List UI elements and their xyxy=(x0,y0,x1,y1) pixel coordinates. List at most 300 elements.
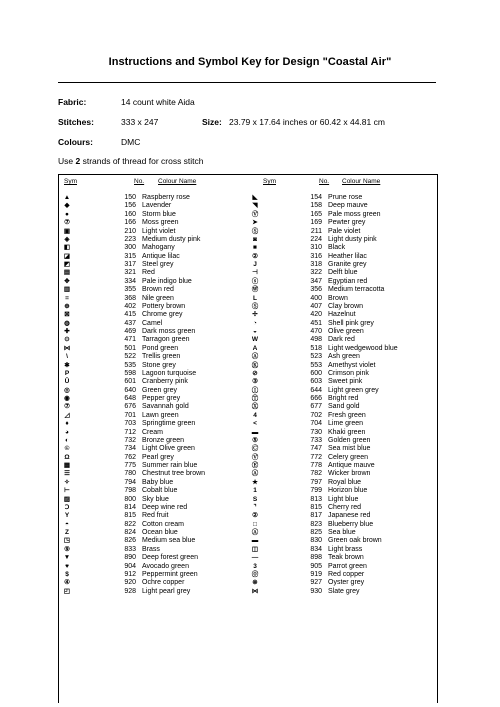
key-row xyxy=(58,345,247,353)
symbol-glyph-icon: ② xyxy=(252,512,258,520)
colour-name: Brown red xyxy=(142,286,174,294)
colour-name: Horizon blue xyxy=(328,487,368,495)
symbol-glyph-icon: ✧ xyxy=(64,478,70,486)
dmc-number: 666 xyxy=(310,395,322,402)
colour-name: Pale violet xyxy=(328,227,361,235)
dmc-number: 210 xyxy=(124,227,136,235)
key-row xyxy=(247,470,436,478)
colour-name: Red copper xyxy=(328,570,365,578)
colour-name: Storm blue xyxy=(142,210,176,218)
key-row xyxy=(247,345,436,353)
colour-name: Green oak brown xyxy=(328,537,382,545)
key-row xyxy=(58,529,247,537)
key-row xyxy=(58,278,247,286)
colour-name: Light brass xyxy=(328,545,363,553)
dmc-number: 823 xyxy=(310,520,322,528)
symbol-glyph-icon: ▥ xyxy=(63,286,71,294)
key-row xyxy=(247,579,436,587)
colour-name: Shell pink grey xyxy=(328,319,374,327)
dmc-number: 780 xyxy=(124,470,136,478)
key-row xyxy=(58,253,247,261)
colour-name: Sky blue xyxy=(142,495,169,503)
dmc-number: 321 xyxy=(124,269,136,277)
dmc-number: 522 xyxy=(124,353,136,361)
symbol-glyph-icon: ◿ xyxy=(64,411,70,419)
colour-name: Tarragon green xyxy=(142,336,190,344)
symbol-glyph-icon: Y xyxy=(64,512,70,520)
key-row xyxy=(58,336,247,344)
key-row xyxy=(58,328,247,336)
key-row xyxy=(247,211,436,219)
colour-name: Dark red xyxy=(328,336,355,344)
key-row xyxy=(58,479,247,487)
colour-name: Blueberry blue xyxy=(328,520,374,528)
symbol-glyph-icon: 1 xyxy=(253,487,257,495)
dmc-number: 822 xyxy=(124,520,136,528)
colour-name: Japanese red xyxy=(328,512,371,520)
symbol-glyph-icon: ④ xyxy=(64,579,70,587)
colour-name: Medium terracotta xyxy=(328,286,385,294)
key-row xyxy=(58,512,247,520)
symbol-glyph-icon: J xyxy=(253,261,257,268)
symbol-glyph-icon: Ⓐ xyxy=(251,529,259,536)
key-row xyxy=(247,454,436,462)
dmc-number: 224 xyxy=(310,235,322,243)
key-row xyxy=(247,504,436,512)
header-sym-left: Sym xyxy=(64,178,77,185)
key-row xyxy=(58,320,247,328)
size-value: 23.79 x 17.64 inches or 60.42 x 44.81 cm xyxy=(229,117,385,127)
dmc-number: 772 xyxy=(310,453,322,461)
key-row xyxy=(58,202,247,210)
dmc-number: 470 xyxy=(310,328,322,335)
symbol-glyph-icon: Ⓘ xyxy=(251,386,259,394)
key-row xyxy=(247,588,436,596)
colour-name: Chrome grey xyxy=(142,311,183,319)
colour-name: Pearl grey xyxy=(142,453,174,461)
dmc-number: 518 xyxy=(310,344,322,352)
symbol-glyph-icon: ☰ xyxy=(64,470,70,478)
symbol-glyph-icon: ◕ xyxy=(65,428,69,436)
symbol-glyph-icon: ⊣ xyxy=(252,269,258,277)
symbol-glyph-icon: W xyxy=(251,336,259,344)
colour-name: Hazelnut xyxy=(328,311,356,319)
symbol-glyph-icon: ⑦ xyxy=(64,219,70,227)
note-strands: 2 xyxy=(75,156,81,166)
dmc-number: 420 xyxy=(310,311,322,319)
key-row xyxy=(58,487,247,495)
dmc-number: 648 xyxy=(124,395,136,402)
colour-name: Bright red xyxy=(328,395,359,402)
key-row xyxy=(247,244,436,252)
symbol-glyph-icon: ✱ xyxy=(64,361,70,369)
symbol-glyph-icon: ▨ xyxy=(63,495,71,503)
dmc-number: 762 xyxy=(124,453,136,461)
dmc-number: 160 xyxy=(124,210,136,218)
colour-name: Parrot green xyxy=(328,562,367,570)
strands-note xyxy=(58,156,204,166)
key-row xyxy=(247,269,436,277)
key-row xyxy=(58,286,247,294)
key-row xyxy=(247,571,436,579)
key-row xyxy=(58,395,247,403)
colour-name: Olive green xyxy=(328,328,364,335)
colour-name: Clay brown xyxy=(328,302,364,310)
colours-label: Colours: xyxy=(58,137,93,147)
colour-name: Pale moss green xyxy=(328,210,381,218)
key-row xyxy=(247,370,436,378)
colour-name: Trellis green xyxy=(142,353,181,361)
symbol-glyph-icon: ▣ xyxy=(63,227,71,235)
dmc-number: 368 xyxy=(124,294,136,302)
key-row xyxy=(247,395,436,403)
key-row xyxy=(247,420,436,428)
key-row xyxy=(247,496,436,504)
colour-name: Egyptian red xyxy=(328,277,368,285)
key-row xyxy=(247,429,436,437)
symbol-glyph-icon: ⓪ xyxy=(251,570,259,578)
symbol-glyph-icon: ③ xyxy=(252,378,258,386)
colour-name: Peppermint green xyxy=(142,570,198,578)
dmc-number: 919 xyxy=(310,570,322,578)
header-name-right: Colour Name xyxy=(342,178,381,185)
symbol-glyph-icon: ✥ xyxy=(64,277,70,285)
colours-value: DMC xyxy=(121,137,141,147)
dmc-number: 402 xyxy=(124,302,136,310)
colour-name: Sand gold xyxy=(328,403,360,411)
colour-name: Deep mauve xyxy=(328,202,368,210)
symbol-glyph-icon: Ⓥ xyxy=(251,453,259,461)
dmc-number: 834 xyxy=(310,545,322,553)
symbol-glyph-icon: ⑤ xyxy=(252,436,258,444)
symbol-glyph-icon: Ⓒ xyxy=(251,445,259,453)
symbol-glyph-icon: ♥ xyxy=(65,562,69,570)
symbol-glyph-icon: ⌝ xyxy=(253,503,257,511)
key-row xyxy=(247,295,436,303)
symbol-glyph-icon: ■ xyxy=(253,244,257,252)
colour-name: Light violet xyxy=(142,227,176,235)
colour-name: Lagoon turquoise xyxy=(142,369,197,377)
colour-name: Brown xyxy=(328,294,348,302)
symbol-glyph-icon: ◍ xyxy=(64,319,70,327)
dmc-number: 322 xyxy=(310,269,322,277)
key-row xyxy=(247,521,436,529)
symbol-glyph-icon: ▤ xyxy=(63,269,71,277)
dmc-number: 813 xyxy=(310,495,322,503)
symbol-glyph-icon: Ⓐ xyxy=(251,353,259,361)
symbol-glyph-icon: ▬ xyxy=(251,428,259,436)
key-row xyxy=(58,228,247,236)
dmc-number: 603 xyxy=(310,378,322,386)
dmc-number: 704 xyxy=(310,420,322,428)
title-divider xyxy=(58,82,436,83)
symbol-glyph-icon: ⑨ xyxy=(64,545,70,553)
symbol-glyph-icon: Ⓧ xyxy=(251,403,259,411)
key-row xyxy=(58,454,247,462)
key-row xyxy=(58,261,247,269)
symbol-glyph-icon: ◫ xyxy=(251,545,259,553)
symbol-glyph-icon: ⑦ xyxy=(64,403,70,411)
key-row xyxy=(247,236,436,244)
colour-name: Cobalt blue xyxy=(142,487,178,495)
page-title: Instructions and Symbol Key for Design "Coastal Air" xyxy=(108,56,392,68)
key-row xyxy=(247,286,436,294)
dmc-number: 815 xyxy=(310,503,322,511)
key-row xyxy=(247,303,436,311)
dmc-number: 300 xyxy=(124,244,136,252)
symbol-glyph-icon: ⋈ xyxy=(63,344,71,352)
symbol-glyph-icon: ◐ xyxy=(65,436,69,444)
symbol-glyph-icon: ▬ xyxy=(251,537,259,545)
colour-name: Ochre copper xyxy=(142,579,185,587)
dmc-number: 928 xyxy=(124,587,136,595)
symbol-glyph-icon: $ xyxy=(65,570,69,578)
colour-name: Bronze green xyxy=(142,436,185,444)
symbol-glyph-icon: Ⓣ xyxy=(251,395,259,402)
key-row xyxy=(247,311,436,319)
symbol-glyph-icon: ⊙ xyxy=(64,336,70,344)
colour-name: Sweet pink xyxy=(328,378,363,386)
colour-name: Antique lilac xyxy=(142,252,180,260)
colour-name: Dark moss green xyxy=(142,328,196,335)
symbol-glyph-icon: ⊗ xyxy=(252,579,258,587)
key-row xyxy=(58,387,247,395)
dmc-number: 747 xyxy=(310,445,322,453)
symbol-glyph-icon: ◔ xyxy=(253,319,257,327)
symbol-glyph-icon: ◳ xyxy=(63,537,71,545)
colour-name: Baby blue xyxy=(142,478,174,486)
colour-name: Ocean blue xyxy=(142,529,178,536)
symbol-glyph-icon: = xyxy=(65,294,69,302)
symbol-glyph-icon: ⋈ xyxy=(251,587,259,595)
symbol-glyph-icon: Ⓢ xyxy=(251,227,259,235)
dmc-number: 814 xyxy=(124,503,136,511)
symbol-glyph-icon: Ↄ xyxy=(64,503,70,511)
dmc-number: 469 xyxy=(124,328,136,335)
dmc-number: 702 xyxy=(310,411,322,419)
note-post: strands of thread for cross stitch xyxy=(80,156,204,166)
symbol-glyph-icon: ◙ xyxy=(253,235,257,243)
symbol-glyph-icon: ◈ xyxy=(64,235,70,243)
key-row xyxy=(58,353,247,361)
symbol-glyph-icon: Ⓦ xyxy=(251,286,259,294)
header-name-left: Colour Name xyxy=(158,178,197,185)
key-row xyxy=(58,370,247,378)
dmc-number: 730 xyxy=(310,428,322,436)
key-row xyxy=(58,420,247,428)
symbol-glyph-icon: ◧ xyxy=(63,244,71,252)
dmc-number: 797 xyxy=(310,478,322,486)
key-row xyxy=(58,194,247,202)
dmc-number: 920 xyxy=(124,579,136,587)
colour-name: Light pearl grey xyxy=(142,587,191,595)
key-row xyxy=(247,228,436,236)
key-row xyxy=(247,403,436,411)
symbol-glyph-icon: < xyxy=(253,420,257,428)
symbol-glyph-icon: ▦ xyxy=(63,462,71,469)
dmc-number: 498 xyxy=(310,336,322,344)
key-row xyxy=(247,328,436,336)
stitches-value: 333 x 247 xyxy=(121,117,159,127)
key-row xyxy=(58,504,247,512)
symbol-glyph-icon: ● xyxy=(65,210,69,218)
dmc-number: 905 xyxy=(310,562,322,570)
dmc-number: 334 xyxy=(124,277,136,285)
colour-name: Granite grey xyxy=(328,261,367,268)
key-row xyxy=(247,462,436,470)
key-row xyxy=(58,496,247,504)
symbol-glyph-icon: Ⓚ xyxy=(251,361,259,369)
colour-name: Wicker brown xyxy=(328,470,371,478)
dmc-number: 166 xyxy=(124,219,136,227)
colour-name: Camel xyxy=(142,319,163,327)
dmc-number: 775 xyxy=(124,462,136,469)
colour-name: Cream xyxy=(142,428,164,436)
symbol-glyph-icon: Ⓐ xyxy=(251,470,259,478)
dmc-number: 825 xyxy=(310,529,322,536)
symbol-glyph-icon: ◆ xyxy=(64,202,70,210)
dmc-number: 644 xyxy=(310,386,322,394)
colour-name: Springtime green xyxy=(142,420,196,428)
key-row xyxy=(247,362,436,370)
key-row xyxy=(247,320,436,328)
colour-name: Raspberry rose xyxy=(142,194,190,201)
colour-name: Light green grey xyxy=(328,386,379,394)
symbol-glyph-icon: ◩ xyxy=(63,261,71,268)
dmc-number: 733 xyxy=(310,436,322,444)
key-row xyxy=(58,412,247,420)
key-row xyxy=(58,378,247,386)
symbol-glyph-icon: ◒ xyxy=(253,328,257,335)
key-row xyxy=(58,571,247,579)
dmc-number: 833 xyxy=(124,545,136,553)
dmc-number: 471 xyxy=(124,336,136,344)
key-row xyxy=(247,253,436,261)
dmc-number: 318 xyxy=(310,261,322,268)
symbol-glyph-icon: ◎ xyxy=(64,386,70,394)
key-row xyxy=(247,537,436,545)
colour-name: Pottery brown xyxy=(142,302,186,310)
key-row xyxy=(247,487,436,495)
colour-name: Pale indigo blue xyxy=(142,277,192,285)
symbol-glyph-icon: ✚ xyxy=(64,328,70,335)
dmc-number: 701 xyxy=(124,411,136,419)
symbol-glyph-icon: ⊘ xyxy=(252,369,258,377)
colour-name: Mahogany xyxy=(142,244,175,252)
colour-name: Deep forest green xyxy=(142,554,199,562)
dmc-number: 778 xyxy=(310,462,322,469)
size-label: Size: xyxy=(202,117,222,127)
key-row xyxy=(247,563,436,571)
colour-name: Fresh green xyxy=(328,411,366,419)
colour-name: Chestnut tree brown xyxy=(142,470,206,478)
dmc-number: 154 xyxy=(310,194,322,201)
symbol-glyph-icon: P xyxy=(64,369,70,377)
symbol-glyph-icon: L xyxy=(253,294,257,302)
key-row xyxy=(58,554,247,562)
dmc-number: 815 xyxy=(124,512,136,520)
colour-name: Royal blue xyxy=(328,478,362,486)
dmc-number: 676 xyxy=(124,403,136,411)
dmc-number: 158 xyxy=(310,202,322,210)
symbol-glyph-icon: ▼ xyxy=(63,554,71,562)
dmc-number: 211 xyxy=(310,227,322,235)
symbol-glyph-icon: A xyxy=(252,344,258,352)
key-row xyxy=(58,546,247,554)
header-sym-right: Sym xyxy=(263,178,276,185)
symbol-glyph-icon: Ⓢ xyxy=(251,302,259,310)
dmc-number: 824 xyxy=(124,529,136,536)
key-row xyxy=(58,295,247,303)
dmc-number: 794 xyxy=(124,478,136,486)
dmc-number: 601 xyxy=(124,378,136,386)
colour-name: Red xyxy=(142,269,155,277)
key-row xyxy=(58,244,247,252)
key-row xyxy=(58,362,247,370)
colour-name: Oyster grey xyxy=(328,579,365,587)
symbol-glyph-icon: © xyxy=(64,445,70,453)
symbol-glyph-icon: ♦ xyxy=(65,420,69,428)
symbol-glyph-icon: ◓ xyxy=(65,520,69,528)
dmc-number: 732 xyxy=(124,436,136,444)
symbol-glyph-icon: Ū xyxy=(64,378,70,386)
key-row xyxy=(58,470,247,478)
symbol-glyph-icon: ⊠ xyxy=(64,311,70,319)
colour-name: Slate grey xyxy=(328,587,360,595)
symbol-glyph-icon: □ xyxy=(253,520,257,528)
colour-name: Ash green xyxy=(328,353,360,361)
key-row xyxy=(58,462,247,470)
symbol-glyph-icon: ◉ xyxy=(64,395,70,402)
colour-name: Pewter grey xyxy=(328,219,366,227)
colour-name: Delft blue xyxy=(328,269,358,277)
key-row xyxy=(58,445,247,453)
dmc-number: 904 xyxy=(124,562,136,570)
key-row xyxy=(247,546,436,554)
key-row xyxy=(247,378,436,386)
key-column-left xyxy=(58,194,247,596)
colour-name: Nile green xyxy=(142,294,174,302)
symbol-glyph-icon: — xyxy=(251,554,259,562)
colour-name: Stone grey xyxy=(142,361,176,369)
colour-name: Summer rain blue xyxy=(142,462,198,469)
colour-name: Brass xyxy=(142,545,160,553)
colour-name: Crimson pink xyxy=(328,369,369,377)
colour-name: Moss green xyxy=(142,219,179,227)
fabric-value: 14 count white Aida xyxy=(121,97,195,107)
key-row xyxy=(247,387,436,395)
key-row xyxy=(247,278,436,286)
colour-name: Lime green xyxy=(328,420,364,428)
dmc-number: 156 xyxy=(124,202,136,210)
dmc-number: 798 xyxy=(124,487,136,495)
dmc-number: 317 xyxy=(124,261,136,268)
symbol-glyph-icon: \ xyxy=(66,353,68,361)
dmc-number: 826 xyxy=(124,537,136,545)
colour-name: Pepper grey xyxy=(142,395,181,402)
colour-name: Steel grey xyxy=(142,261,174,268)
key-row xyxy=(247,336,436,344)
symbol-glyph-icon: Ⓥ xyxy=(251,210,259,218)
dmc-number: 355 xyxy=(124,286,136,294)
dmc-number: 310 xyxy=(310,244,322,252)
dmc-number: 817 xyxy=(310,512,322,520)
dmc-number: 400 xyxy=(310,294,322,302)
colour-name: Light wedgewood blue xyxy=(328,344,398,352)
symbol-glyph-icon: ✢ xyxy=(252,311,258,319)
symbol-glyph-icon: 4 xyxy=(253,411,257,419)
key-row xyxy=(58,437,247,445)
